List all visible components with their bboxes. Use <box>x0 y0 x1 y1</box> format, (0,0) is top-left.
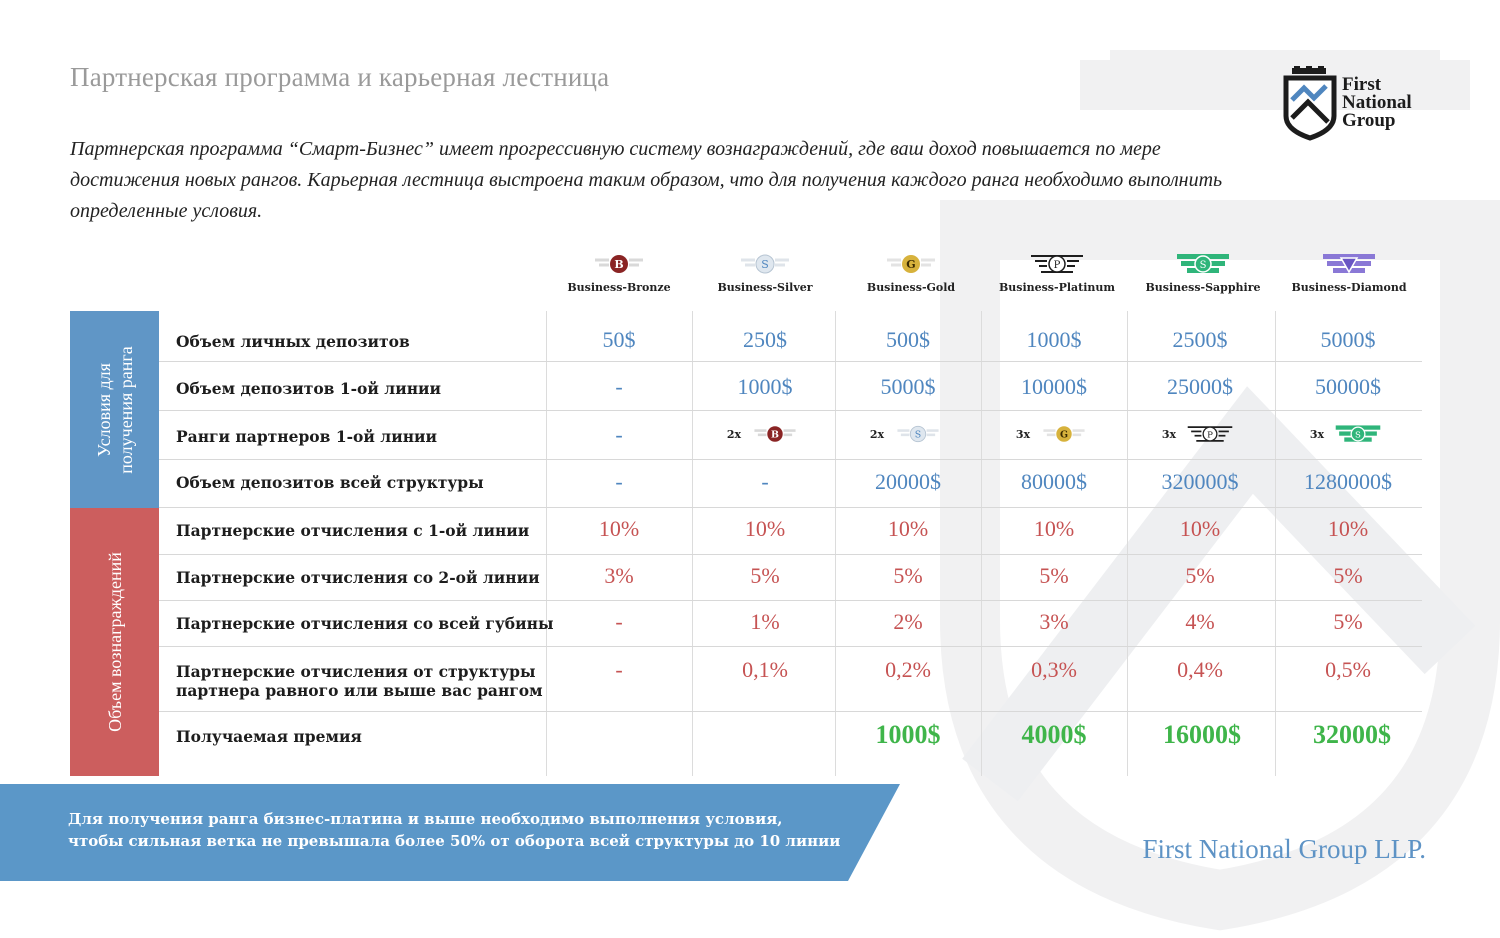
row-label: Получаемая премия <box>176 727 362 746</box>
row-label: Ранги партнеров 1-ой линии <box>176 427 438 446</box>
table-cell: 5% <box>1333 609 1363 634</box>
rank-sapphire: S Business-Sapphire <box>1130 250 1276 294</box>
company-logo <box>1282 66 1452 146</box>
page-title: Партнерская программа и карьерная лестница <box>70 62 610 92</box>
row-label: Объем депозитов всей структуры <box>176 473 484 492</box>
table-cell: 10% <box>1327 516 1369 541</box>
table-cell: 1280000$ <box>1304 469 1392 494</box>
partner-rank-requirement: 2x B <box>692 422 838 446</box>
table-cell: 250$ <box>743 327 787 352</box>
table-cell: 5% <box>1039 563 1069 588</box>
table-row <box>159 361 1422 410</box>
platinum-badge-icon <box>1182 422 1238 446</box>
table-row <box>159 410 1422 459</box>
table-cell: 0,2% <box>885 657 931 682</box>
table-cell: 3% <box>604 563 634 588</box>
bronze-badge-icon <box>589 250 649 278</box>
svg-text:S: S <box>914 429 922 441</box>
row-label: Объем личных депозитов <box>176 332 410 351</box>
table-cell: 10% <box>744 516 786 541</box>
table-row <box>159 459 1422 507</box>
diamond-badge-icon <box>1319 250 1379 278</box>
banner-note: Для получения ранга бизнес-платина и выше необходимо выполнения условия, чтобы сильная ветка не превышала более 50% от оборота всей структуры до 10 линии <box>68 810 841 850</box>
rank-diamond: Business-Diamond <box>1276 250 1422 294</box>
table-row <box>159 554 1422 600</box>
partner-rank-requirement: 2x S <box>835 422 981 446</box>
table-row <box>159 311 1422 361</box>
table-cell: 10% <box>598 516 640 541</box>
table-cell: 5% <box>1185 563 1215 588</box>
table-row <box>159 646 1422 711</box>
table-cell: 5000$ <box>880 374 936 399</box>
footer-company-name: First National Group LLP. <box>1142 834 1426 864</box>
row-label: Объем депозитов 1-ой линии <box>176 379 442 398</box>
table-cell: - <box>761 469 769 494</box>
table-cell: - <box>615 469 623 494</box>
silver-badge-icon <box>890 422 946 446</box>
table-cell: 32000$ <box>1313 720 1391 749</box>
table-row <box>159 507 1422 554</box>
table-cell: 3% <box>1039 609 1069 634</box>
svg-text:S: S <box>761 258 769 271</box>
table-cell: 4000$ <box>1021 720 1087 749</box>
table-cell: 10% <box>1179 516 1221 541</box>
table-cell: 50000$ <box>1315 374 1381 399</box>
svg-text:S: S <box>1355 430 1362 441</box>
svg-text:P: P <box>1207 430 1213 441</box>
table-cell: 2% <box>893 609 923 634</box>
platinum-badge-icon <box>1027 250 1087 278</box>
table-cell: 10% <box>1033 516 1075 541</box>
table-cell: 10% <box>887 516 929 541</box>
rank-bronze: B Business-Bronze <box>546 250 692 294</box>
conditions-section-label: Условия для получения ранга <box>70 311 159 508</box>
table-cell: 16000$ <box>1163 720 1241 749</box>
sapphire-badge-icon <box>1330 422 1386 446</box>
table-cell: 5% <box>1333 563 1363 588</box>
table-cell: 0,3% <box>1031 657 1077 682</box>
row-label: Партнерские отчисления от структуры партнера равного или выше вас рангом <box>176 662 543 700</box>
silver-badge-icon <box>735 250 795 278</box>
svg-text:P: P <box>1053 260 1061 271</box>
partner-rank-requirement: 3x S <box>1275 422 1421 446</box>
svg-text:G: G <box>906 258 916 271</box>
table-cell: - <box>615 609 623 634</box>
rewards-section-label: Объем вознаграждений <box>70 508 159 776</box>
table-cell: 1000$ <box>737 374 793 399</box>
table-row <box>159 600 1422 646</box>
table-cell: 10000$ <box>1021 374 1087 399</box>
row-label: Партнерские отчисления со всей губины <box>176 614 554 633</box>
sapphire-badge-icon <box>1173 250 1233 278</box>
table-cell: 25000$ <box>1167 374 1233 399</box>
gold-badge-icon <box>1036 422 1092 446</box>
table-cell: 1000$ <box>875 720 941 749</box>
table-cell: 500$ <box>886 327 930 352</box>
table-cell: - <box>615 422 623 447</box>
table-cell: 20000$ <box>875 469 941 494</box>
table-cell: 4% <box>1185 609 1215 634</box>
rank-silver: S Business-Silver <box>692 250 838 294</box>
gold-badge-icon <box>881 250 941 278</box>
shield-icon <box>1282 66 1338 142</box>
table-cell: 50$ <box>602 327 636 352</box>
table-cell: 5% <box>750 563 780 588</box>
table-cell: 320000$ <box>1161 469 1239 494</box>
svg-text:B: B <box>614 258 624 271</box>
table-cell: 0,4% <box>1177 657 1223 682</box>
partner-rank-requirement: 3x G <box>981 422 1127 446</box>
intro-text: Партнерская программа “Смарт-Бизнес” имеет прогрессивную систему вознаграждений, где ваш доход повышается по мере достижения новых рангов. Карьерная лестница выстроена таким образом, что для получения каждого ранга необходимо выполнить определенные условия. <box>70 138 1223 222</box>
row-label: Партнерские отчисления с 1-ой линии <box>176 521 530 540</box>
bronze-badge-icon <box>747 422 803 446</box>
table-cell: 5000$ <box>1320 327 1376 352</box>
table-cell: 0,1% <box>742 657 788 682</box>
svg-text:B: B <box>771 429 780 441</box>
partner-rank-requirement: 3x P <box>1127 422 1273 446</box>
table-cell: 2500$ <box>1172 327 1228 352</box>
rank-gold: G Business-Gold <box>838 250 984 294</box>
rank-platinum: P Business-Platinum <box>984 250 1130 294</box>
table-cell: - <box>615 374 623 399</box>
table-cell: 80000$ <box>1021 469 1087 494</box>
table-cell: - <box>615 657 623 682</box>
svg-text:G: G <box>1060 429 1069 441</box>
table-cell: 5% <box>893 563 923 588</box>
svg-text:S: S <box>1199 260 1207 271</box>
table-row <box>159 711 1422 776</box>
table-cell: 0,5% <box>1325 657 1371 682</box>
row-label: Партнерские отчисления со 2-ой линии <box>176 568 540 587</box>
table-cell: 1000$ <box>1026 327 1082 352</box>
logo-text: First National Group <box>1342 74 1412 131</box>
table-cell: 1% <box>750 609 780 634</box>
